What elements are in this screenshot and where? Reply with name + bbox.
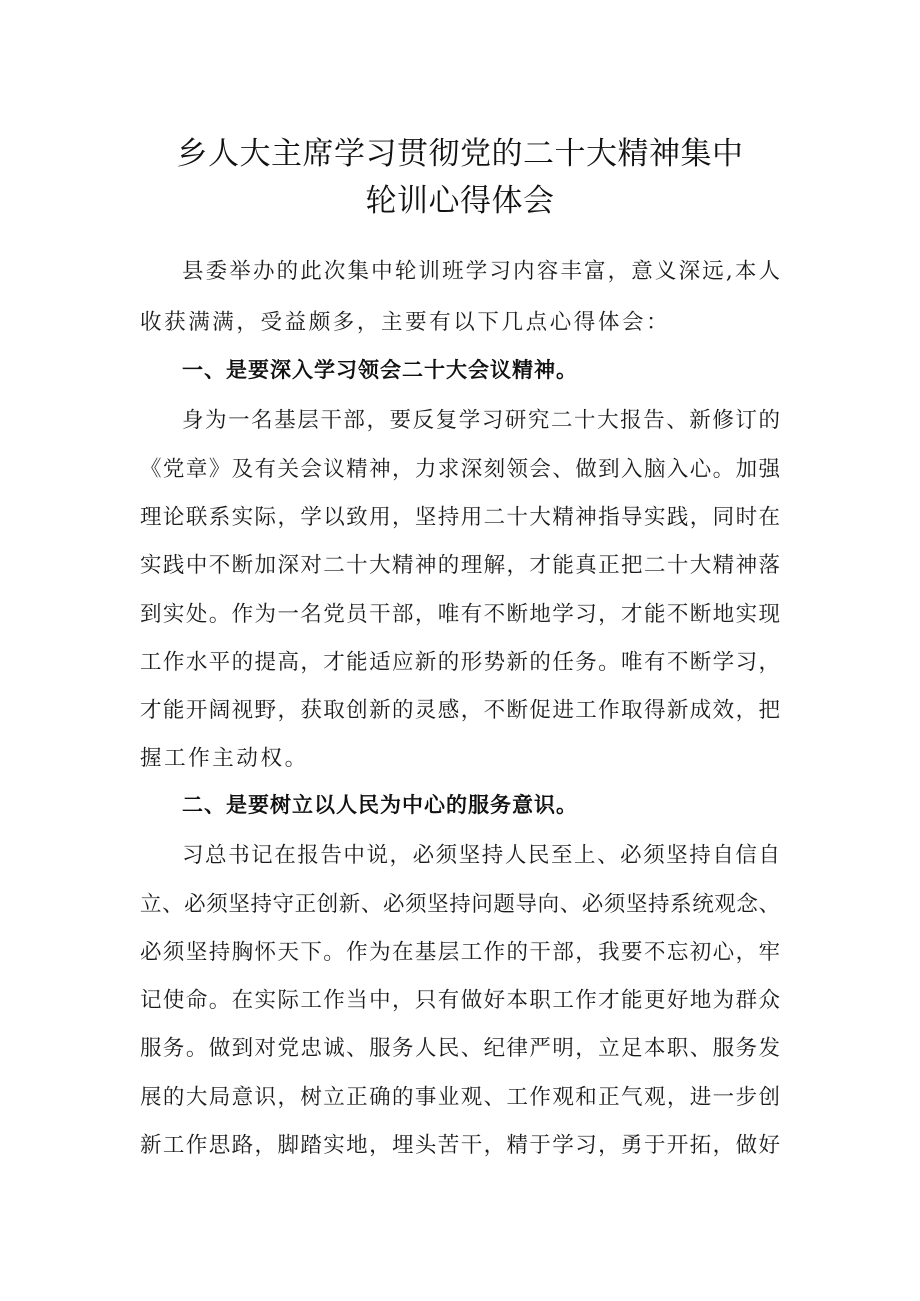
section-1-body-line: 握工作主动权。 [140, 746, 309, 771]
section-2-body-line: 立、必须坚持守正创新、必须坚持问题导向、必须坚持系统观念、 [140, 892, 780, 917]
section-2-heading: 二、是要树立以人民为中心的服务意识。 [182, 793, 578, 817]
section-2-body-line: 必须坚持胸怀天下。作为在基层工作的干部，我要不忘初心，牢 [140, 940, 780, 965]
section-2-body-line: 展的大局意识，树立正确的事业观、工作观和正气观，进一步创 [140, 1085, 780, 1110]
section-1-heading: 一、是要深入学习领会二十大会议精神。 [182, 358, 578, 382]
section-1-body-line: 身为一名基层干部，要反复学习研究二十大报告、新修订的 [182, 408, 780, 433]
section-1-body-line: 到实处。作为一名党员干部，唯有不断地学习，才能不断地实现 [140, 602, 780, 627]
section-2-body-line: 服务。做到对党忠诚、服务人民、纪律严明，立足本职、服务发 [140, 1036, 780, 1061]
section-2-body-line: 新工作思路，脚踏实地，埋头苦干，精于学习，勇于开拓，做好 [140, 1133, 780, 1158]
section-1-body-line: 《党章》及有关会议精神，力求深刻领会、做到入脑入心。加强 [140, 457, 780, 482]
document-title-line-2: 轮训心得体会 [365, 183, 555, 219]
section-1-body-line: 才能开阔视野，获取创新的灵感，不断促进工作取得新成效，把 [140, 698, 780, 723]
section-1-body-line: 理论联系实际，学以致用，坚持用二十大精神指导实践，同时在 [140, 505, 780, 530]
section-2-body-line: 记使命。在实际工作当中，只有做好本职工作才能更好地为群众 [140, 988, 780, 1013]
section-2-body-line: 习总书记在报告中说，必须坚持人民至上、必须坚持自信自 [182, 843, 780, 868]
section-1-body-line: 工作水平的提高，才能适应新的形势新的任务。唯有不断学习， [140, 650, 780, 675]
intro-line: 县委举办的此次集中轮训班学习内容丰富，意义深远,本人 [182, 259, 780, 284]
section-1-body-line: 实践中不断加深对二十大精神的理解，才能真正把二十大精神落 [140, 553, 780, 578]
intro-line: 收获满满，受益颇多，主要有以下几点心得体会： [140, 310, 671, 335]
document-title-line-1: 乡人大主席学习贯彻党的二十大精神集中 [176, 136, 744, 172]
